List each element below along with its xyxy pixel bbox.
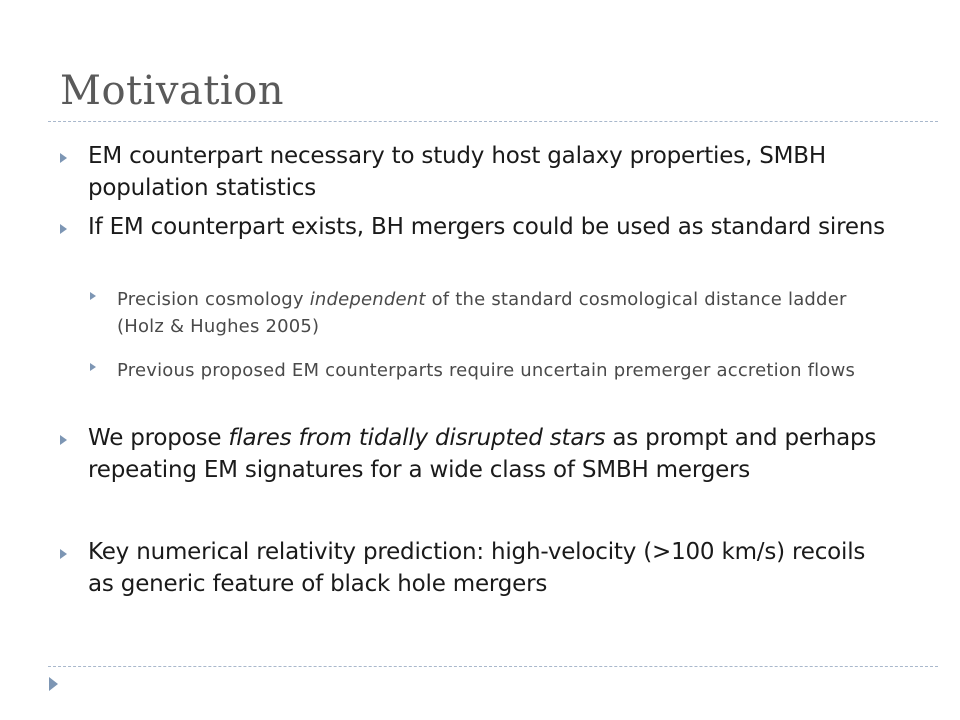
bullet-item: Key numerical relativity prediction: high-velocity (>100 km/s) recoils as generic feature of black hole mergers xyxy=(88,539,866,597)
triangle-right-icon xyxy=(60,435,67,445)
emphasis-text: flares from tidally disrupted stars xyxy=(228,425,606,451)
bullet-item: If EM counterpart exists, BH mergers could be used as standard sirens xyxy=(88,214,885,240)
triangle-right-icon xyxy=(49,677,58,691)
triangle-right-icon xyxy=(90,292,96,300)
slide-title: Motivation xyxy=(60,68,285,114)
footer-divider xyxy=(48,666,938,667)
triangle-right-icon xyxy=(60,224,67,234)
bullet-item: We propose flares from tidally disrupted stars as prompt and perhaps repeating EM signatures for a wide class of SMBH mergers xyxy=(88,425,877,483)
sub-bullet-item: Previous proposed EM counterparts require uncertain premerger accretion flows xyxy=(117,360,856,381)
emphasis-text: independent xyxy=(309,289,426,310)
triangle-right-icon xyxy=(90,363,96,371)
title-divider xyxy=(48,121,938,122)
triangle-right-icon xyxy=(60,153,67,163)
sub-bullet-item: Precision cosmology independent of the standard cosmological distance ladder (Holz & Hughes 2005) xyxy=(117,289,847,337)
bullet-item: EM counterpart necessary to study host galaxy properties, SMBH population statistics xyxy=(88,143,826,201)
triangle-right-icon xyxy=(60,549,67,559)
